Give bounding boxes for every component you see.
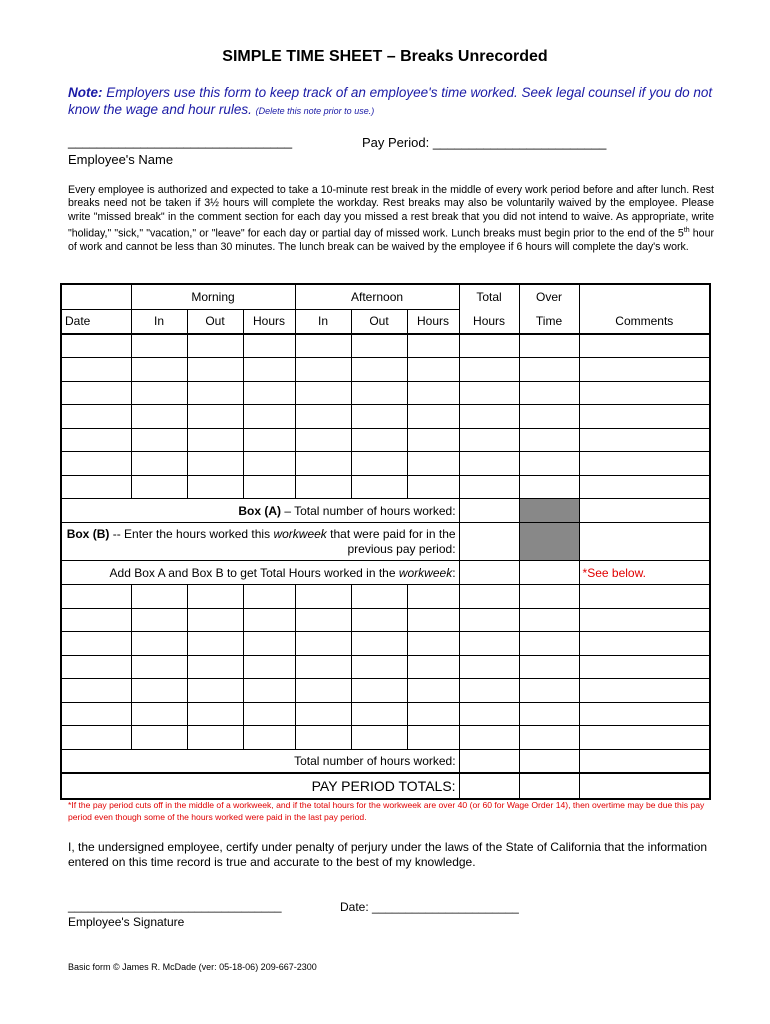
instructions-part-1: Every employee is authorized and expected to take a 10-minute rest break in the middle of every work period before and after lunch. Rest breaks need not be taken if 3½ hours will complete the workday. Rest breaks may also be voluntarily waived by the employee. Please write "missed break" in the comment section for each day you missed a rest break that you did not intend to waive. As appropriate, write "holiday," "sick," "vacation," or "leave" for each day or partial day of missed work. Lunch breaks must begin prior to the end of the 5 [68,184,714,240]
week1-row [61,334,710,358]
week1-row [61,358,710,382]
box-b-gray-cell [519,523,579,561]
week2-comments-cell[interactable] [579,679,710,703]
week1-comments-cell[interactable] [579,358,710,382]
week1-afternoon-in-cell[interactable] [295,452,351,476]
week2-date-cell[interactable] [61,726,131,750]
instructions-sup: th [683,226,690,234]
box-b-text-2: that were paid for in the previous pay period: [326,526,456,556]
week2-date-cell[interactable] [61,679,131,703]
pay-period-field[interactable]: Pay Period: ________________________ [362,135,607,150]
week1-morning-out-cell[interactable] [187,334,243,358]
week2-row [61,702,710,726]
see-below-note: *See below. [579,561,710,585]
week2-morning-in-cell[interactable] [131,632,187,656]
week1-afternoon-out-cell[interactable] [351,428,407,452]
week1-over-time-cell[interactable] [519,381,579,405]
week1-afternoon-in-cell[interactable] [295,358,351,382]
week1-total-hours-cell[interactable] [459,334,519,358]
week1-afternoon-out-cell[interactable] [351,452,407,476]
week2-row [61,632,710,656]
box-b-italic: workweek [273,526,327,541]
week2-over-time-cell[interactable] [519,726,579,750]
week1-afternoon-in-cell[interactable] [295,334,351,358]
week2-afternoon-hours-cell[interactable] [407,702,459,726]
week1-date-cell[interactable] [61,381,131,405]
week1-total-hours-cell[interactable] [459,428,519,452]
week2-total-hours-cell[interactable] [459,726,519,750]
week1-afternoon-hours-cell[interactable] [407,381,459,405]
week2-total-hours-cell[interactable] [459,632,519,656]
box-a-text: – Total number of hours worked: [281,503,456,518]
total-over-cell[interactable] [519,749,579,773]
week1-morning-in-cell[interactable] [131,405,187,429]
box-a-label [61,499,459,523]
header-morning-out: Out [187,309,243,334]
week2-morning-out-cell[interactable] [187,726,243,750]
header-over-time: Time [519,309,579,334]
signature-label: Employee's Signature [68,915,185,929]
week1-over-time-cell[interactable] [519,405,579,429]
week1-morning-hours-cell[interactable] [243,428,295,452]
week1-row [61,475,710,499]
week-1-rows [61,334,710,499]
note-text: Employers use this form to keep track of an employee's time worked. Seek legal counsel if you do not know the wage and hour rules. [68,85,713,117]
week1-comments-cell[interactable] [579,334,710,358]
instructions [68,184,714,254]
box-a-gray-cell [519,499,579,523]
week2-over-time-cell[interactable] [519,632,579,656]
signature-line[interactable]: ________________________________ [68,899,282,913]
week2-over-time-cell[interactable] [519,655,579,679]
time-table [60,283,711,800]
week2-afternoon-hours-cell[interactable] [407,608,459,632]
week2-morning-in-cell[interactable] [131,726,187,750]
week2-comments-cell[interactable] [579,655,710,679]
week2-over-time-cell[interactable] [519,702,579,726]
header-afternoon-hours: Hours [407,309,459,334]
week2-afternoon-hours-cell[interactable] [407,632,459,656]
week2-afternoon-out-cell[interactable] [351,585,407,609]
week2-date-cell[interactable] [61,655,131,679]
week1-date-cell[interactable] [61,334,131,358]
week2-afternoon-in-cell[interactable] [295,608,351,632]
week1-afternoon-hours-cell[interactable] [407,475,459,499]
week2-afternoon-hours-cell[interactable] [407,655,459,679]
week1-date-cell[interactable] [61,358,131,382]
week1-afternoon-in-cell[interactable] [295,428,351,452]
week1-row [61,405,710,429]
week2-afternoon-hours-cell[interactable] [407,726,459,750]
week1-afternoon-out-cell[interactable] [351,334,407,358]
week1-over-time-cell[interactable] [519,475,579,499]
week1-morning-in-cell[interactable] [131,475,187,499]
add-colon: : [452,565,456,580]
week1-morning-hours-cell[interactable] [243,475,295,499]
week2-afternoon-out-cell[interactable] [351,632,407,656]
header-comments-top [579,284,710,309]
week1-afternoon-in-cell[interactable] [295,381,351,405]
note-label: Note: [68,85,103,100]
week1-afternoon-hours-cell[interactable] [407,428,459,452]
header-afternoon-in: In [295,309,351,334]
header-morning-in: In [131,309,187,334]
week1-comments-cell[interactable] [579,405,710,429]
week1-comments-cell[interactable] [579,475,710,499]
week2-afternoon-out-cell[interactable] [351,726,407,750]
week1-morning-hours-cell[interactable] [243,452,295,476]
week2-over-time-cell[interactable] [519,585,579,609]
week2-date-cell[interactable] [61,632,131,656]
week1-morning-out-cell[interactable] [187,405,243,429]
week1-afternoon-hours-cell[interactable] [407,405,459,429]
header-total: Total [459,284,519,309]
total-comment-cell[interactable] [579,749,710,773]
box-b-text-1: -- Enter the hours worked this [109,526,274,541]
week2-row [61,679,710,703]
week2-afternoon-out-cell[interactable] [351,608,407,632]
week1-afternoon-hours-cell[interactable] [407,334,459,358]
week2-comments-cell[interactable] [579,726,710,750]
week1-date-cell[interactable] [61,428,131,452]
week-2-rows [61,585,710,750]
header-morning: Morning [131,284,295,309]
pay-period-over-cell[interactable] [519,773,579,799]
week2-morning-in-cell[interactable] [131,585,187,609]
week1-date-cell[interactable] [61,475,131,499]
week2-total-hours-cell[interactable] [459,608,519,632]
week2-morning-hours-cell[interactable] [243,726,295,750]
week1-row [61,428,710,452]
week1-morning-hours-cell[interactable] [243,381,295,405]
week1-over-time-cell[interactable] [519,428,579,452]
week1-morning-in-cell[interactable] [131,381,187,405]
week1-total-hours-cell[interactable] [459,358,519,382]
week1-comments-cell[interactable] [579,428,710,452]
week2-morning-hours-cell[interactable] [243,702,295,726]
header-afternoon: Afternoon [295,284,459,309]
box-b-bold: Box (B) [66,526,110,541]
week1-afternoon-out-cell[interactable] [351,405,407,429]
week1-morning-in-cell[interactable] [131,334,187,358]
week2-afternoon-out-cell[interactable] [351,702,407,726]
box-a-total-cell[interactable] [459,499,519,523]
footer-text: Basic form © James R. McDade (ver: 05-18-06) 209-667-2300 [68,962,317,972]
week1-afternoon-hours-cell[interactable] [407,358,459,382]
week2-afternoon-in-cell[interactable] [295,585,351,609]
week1-total-hours-cell[interactable] [459,405,519,429]
add-italic: workweek [398,565,453,580]
week1-afternoon-out-cell[interactable] [351,381,407,405]
total-worked-label: Total number of hours worked: [61,749,459,773]
week1-morning-out-cell[interactable] [187,452,243,476]
week2-afternoon-in-cell[interactable] [295,702,351,726]
header-over: Over [519,284,579,309]
week1-morning-out-cell[interactable] [187,358,243,382]
week2-morning-in-cell[interactable] [131,679,187,703]
pay-period-comment-cell[interactable] [579,773,710,799]
total-worked-cell[interactable] [459,749,519,773]
week1-morning-out-cell[interactable] [187,381,243,405]
box-a-comment-cell[interactable] [579,499,710,523]
week2-morning-out-cell[interactable] [187,702,243,726]
week1-morning-in-cell[interactable] [131,358,187,382]
date-field[interactable]: Date: ______________________ [340,900,519,914]
box-b-comment-cell[interactable] [579,523,710,561]
week2-date-cell[interactable] [61,608,131,632]
week2-afternoon-out-cell[interactable] [351,655,407,679]
week1-over-time-cell[interactable] [519,358,579,382]
week2-over-time-cell[interactable] [519,608,579,632]
add-boxes-label [61,561,459,585]
week2-morning-hours-cell[interactable] [243,655,295,679]
week1-morning-out-cell[interactable] [187,428,243,452]
header-comments: Comments [579,309,710,334]
week1-morning-hours-cell[interactable] [243,334,295,358]
note [68,84,728,120]
week2-morning-in-cell[interactable] [131,608,187,632]
week2-afternoon-in-cell[interactable] [295,655,351,679]
header-blank [61,284,131,309]
week2-afternoon-in-cell[interactable] [295,679,351,703]
week1-comments-cell[interactable] [579,381,710,405]
week1-afternoon-out-cell[interactable] [351,358,407,382]
week1-over-time-cell[interactable] [519,334,579,358]
week1-morning-out-cell[interactable] [187,475,243,499]
week2-morning-out-cell[interactable] [187,632,243,656]
employee-name-label: Employee's Name [68,152,174,167]
footnote: *If the pay period cuts off in the middle of a workweek, and if the total hours for the workweek are over 40 (or 60 for Wage Order 14), then overtime may be due this pay period even though some of the hours worked were paid in the last pay period. [68,800,705,822]
week2-comments-cell[interactable] [579,632,710,656]
box-a-bold: Box (A) [238,503,281,518]
week2-total-hours-cell[interactable] [459,679,519,703]
week1-morning-hours-cell[interactable] [243,405,295,429]
week2-morning-in-cell[interactable] [131,702,187,726]
week1-over-time-cell[interactable] [519,452,579,476]
week1-afternoon-hours-cell[interactable] [407,452,459,476]
week2-morning-in-cell[interactable] [131,655,187,679]
week2-total-hours-cell[interactable] [459,585,519,609]
week1-morning-in-cell[interactable] [131,452,187,476]
week2-morning-hours-cell[interactable] [243,679,295,703]
week2-morning-out-cell[interactable] [187,655,243,679]
week2-morning-hours-cell[interactable] [243,585,295,609]
week1-row [61,381,710,405]
add-text: Add Box A and Box B to get Total Hours worked in the [109,565,399,580]
header-total-hours: Hours [459,309,519,334]
week2-afternoon-hours-cell[interactable] [407,679,459,703]
week1-morning-in-cell[interactable] [131,428,187,452]
week2-comments-cell[interactable] [579,585,710,609]
week1-afternoon-out-cell[interactable] [351,475,407,499]
week2-row [61,608,710,632]
certification-text: I, the undersigned employee, certify under penalty of perjury under the laws of the State of California that the information entered on this time record is true and accurate to the best of my knowledge. [68,840,708,869]
week2-afternoon-in-cell[interactable] [295,632,351,656]
page-title: SIMPLE TIME SHEET – Breaks Unrecorded [222,48,548,65]
week2-comments-cell[interactable] [579,702,710,726]
week1-date-cell[interactable] [61,452,131,476]
week1-total-hours-cell[interactable] [459,452,519,476]
week1-row [61,452,710,476]
header-date: Date [61,309,131,334]
box-b-label [61,523,459,561]
week1-total-hours-cell[interactable] [459,381,519,405]
employee-name-line[interactable]: _______________________________ [68,134,293,149]
week1-morning-hours-cell[interactable] [243,358,295,382]
note-delete-text: (Delete this note prior to use.) [255,106,375,116]
week2-row [61,655,710,679]
add-over-cell[interactable] [519,561,579,585]
week1-total-hours-cell[interactable] [459,475,519,499]
week2-morning-out-cell[interactable] [187,608,243,632]
week2-morning-hours-cell[interactable] [243,608,295,632]
week1-date-cell[interactable] [61,405,131,429]
week2-row [61,585,710,609]
header-morning-hours: Hours [243,309,295,334]
week2-afternoon-hours-cell[interactable] [407,585,459,609]
week2-date-cell[interactable] [61,585,131,609]
week2-date-cell[interactable] [61,702,131,726]
week2-comments-cell[interactable] [579,608,710,632]
week2-total-hours-cell[interactable] [459,655,519,679]
pay-period-total-cell[interactable] [459,773,519,799]
week1-afternoon-in-cell[interactable] [295,405,351,429]
week2-total-hours-cell[interactable] [459,702,519,726]
box-b-total-cell[interactable] [459,523,519,561]
week1-comments-cell[interactable] [579,452,710,476]
week1-afternoon-in-cell[interactable] [295,475,351,499]
header-afternoon-out: Out [351,309,407,334]
week2-morning-out-cell[interactable] [187,585,243,609]
instructions-part-2: hour of work and cannot be less than 30 minutes. The lunch break can be waived by the employee if 6 hours will complete the day's work. [68,227,714,253]
week2-morning-hours-cell[interactable] [243,632,295,656]
pay-period-totals-label: PAY PERIOD TOTALS: [61,773,459,799]
week2-afternoon-in-cell[interactable] [295,726,351,750]
week2-over-time-cell[interactable] [519,679,579,703]
add-total-cell[interactable] [459,561,519,585]
week2-afternoon-out-cell[interactable] [351,679,407,703]
week2-row [61,726,710,750]
week2-morning-out-cell[interactable] [187,679,243,703]
